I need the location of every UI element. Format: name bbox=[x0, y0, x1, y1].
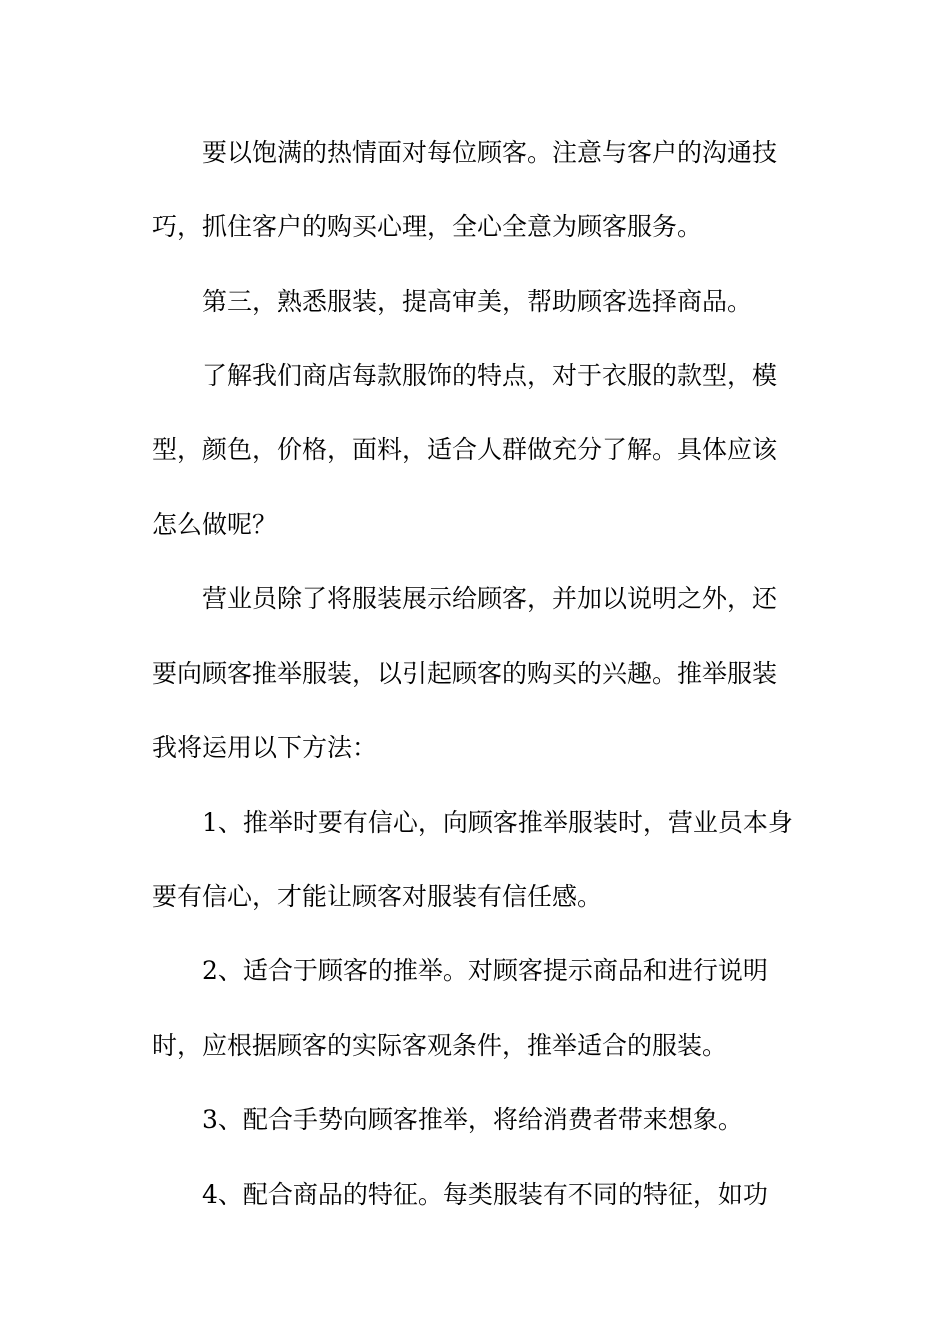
text-line-8: 要向顾客推举服装，以引起顾客的购买的兴趣。推举服装 bbox=[152, 659, 778, 688]
text-line-9: 我将运用以下方法： bbox=[152, 733, 378, 762]
text-line-15: 4、配合商品的特征。每类服装有不同的特征，如功 bbox=[202, 1180, 768, 1209]
text-line-5: 型，颜色，价格，面料，适合人群做充分了解。具体应该 bbox=[152, 435, 778, 464]
text-line-14: 3、配合手势向顾客推举，将给消费者带来想象。 bbox=[202, 1105, 743, 1134]
text-line-11: 要有信心，才能让顾客对服装有信任感。 bbox=[152, 882, 603, 911]
text-line-10: 1、推举时要有信心，向顾客推举服装时，营业员本身 bbox=[202, 808, 793, 837]
text-line-13: 时，应根据顾客的实际客观条件，推举适合的服装。 bbox=[152, 1031, 728, 1060]
text-line-4: 了解我们商店每款服饰的特点，对于衣服的款型，模 bbox=[202, 361, 778, 390]
text-line-6: 怎么做呢？ bbox=[152, 510, 278, 539]
text-line-3: 第三，熟悉服装，提高审美，帮助顾客选择商品。 bbox=[202, 287, 753, 316]
text-line-1: 要以饱满的热情面对每位顾客。注意与客户的沟通技 bbox=[202, 138, 778, 167]
text-line-7: 营业员除了将服装展示给顾客，并加以说明之外，还 bbox=[202, 584, 778, 613]
text-line-2: 巧，抓住客户的购买心理，全心全意为顾客服务。 bbox=[152, 212, 703, 241]
text-line-12: 2、适合于顾客的推举。对顾客提示商品和进行说明 bbox=[202, 956, 768, 985]
